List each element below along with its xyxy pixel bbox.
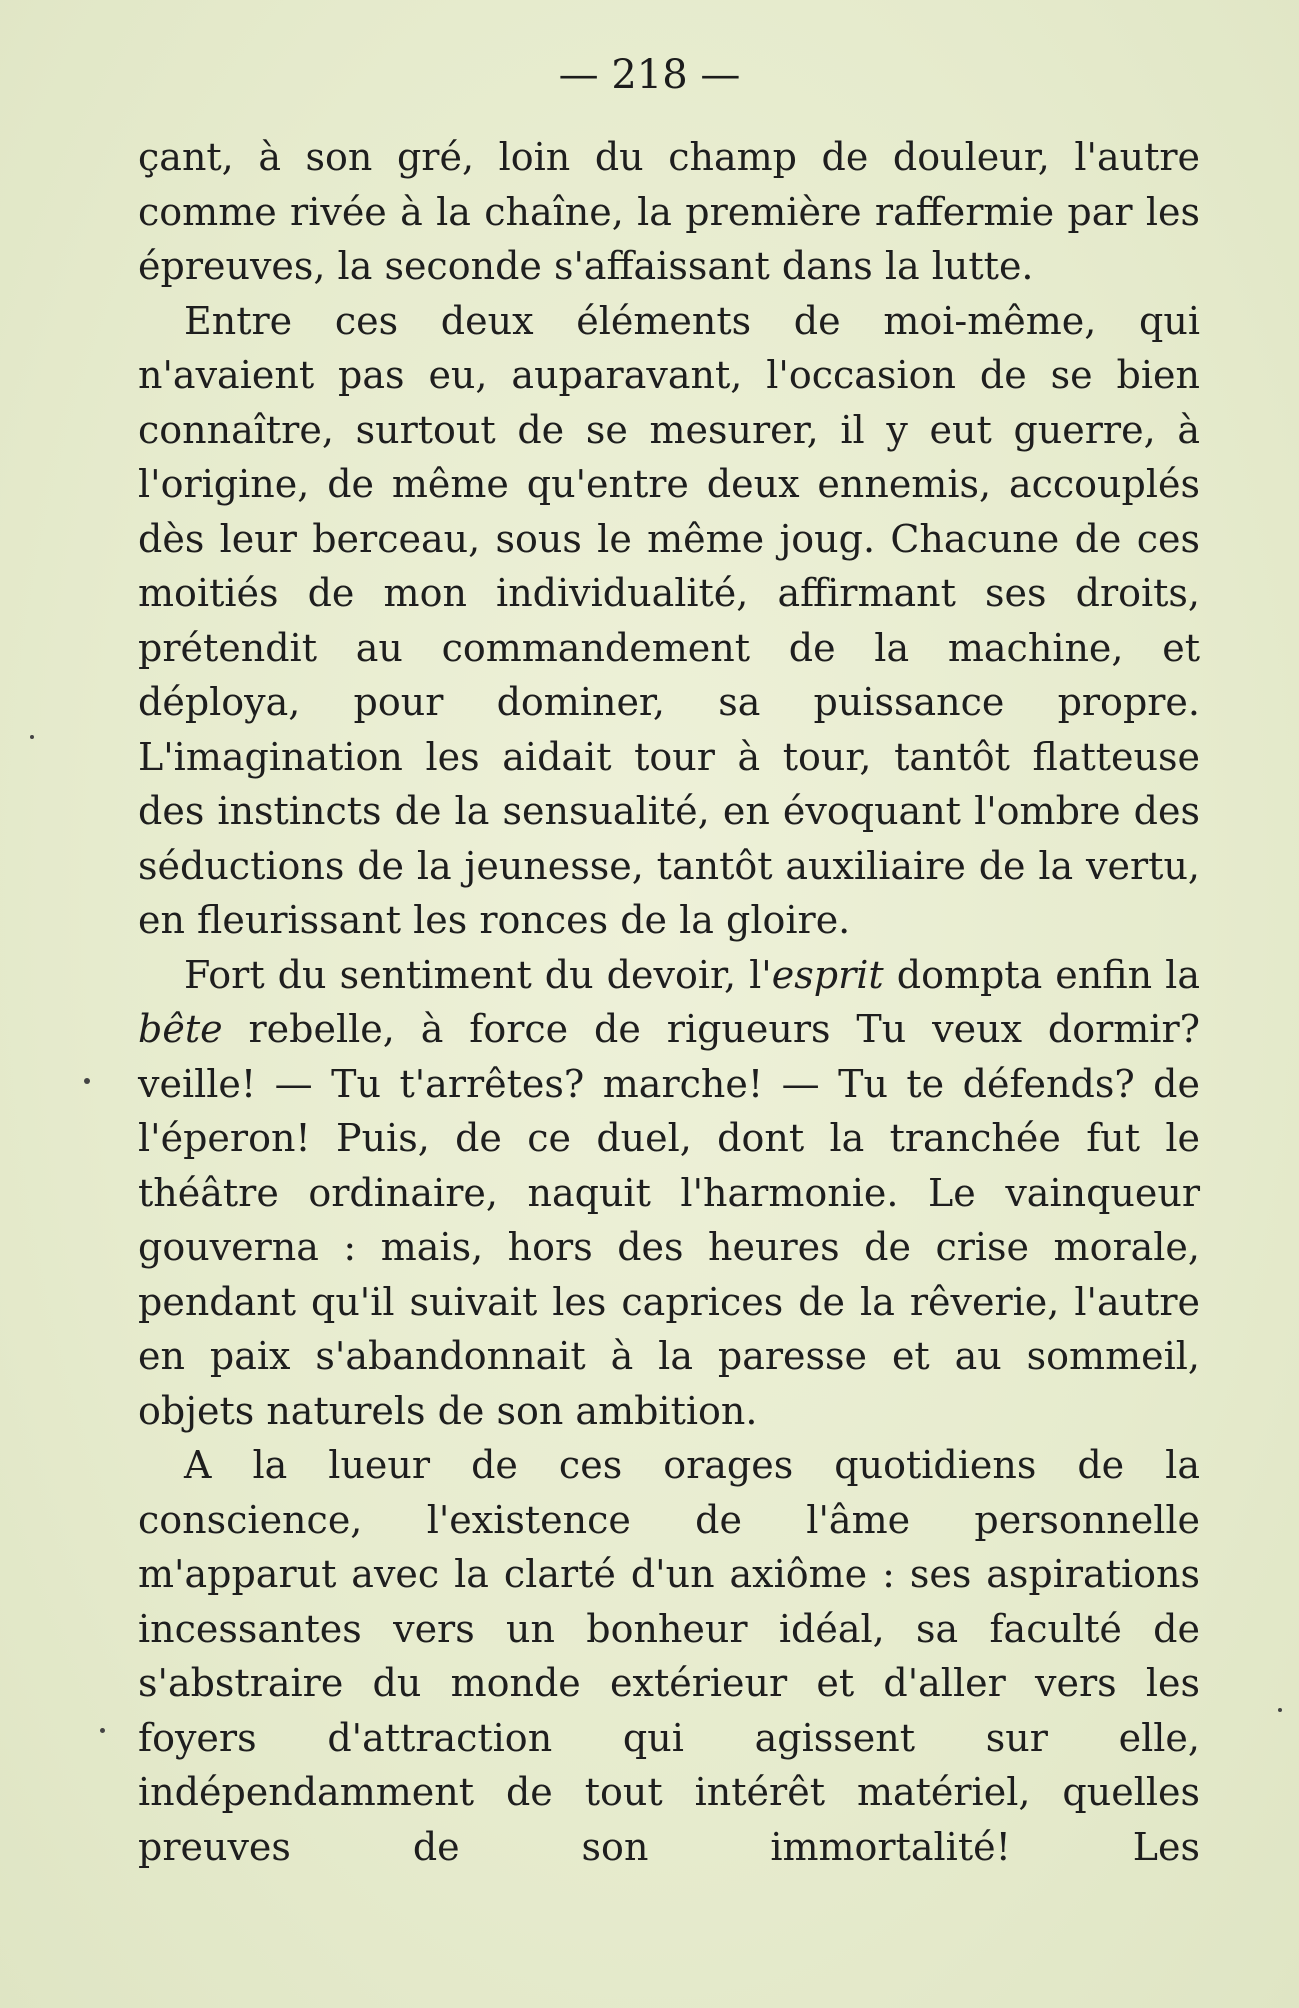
paragraph-2: Entre ces deux éléments de moi-même, qui n'avaient pas eu, auparavant, l'occasion de se bien connaître, surtout de se mesurer, il y eut guerre, à l'origine, de même qu'entre deux ennemis, accouplés dès leur berceau, sous le même joug. Chacune de ces moitiés de mon individualité, affirmant ses droits, prétendit au commandement de la machine, et déploya, pour dominer, sa puissance propre. L'imagination les aidait tour à tour, tantôt flatteuse des instincts de la sensualité, en évoquant l'ombre des séductions de la jeunesse, tantôt auxiliaire de la vertu, en fleurissant les ronces de la gloire. <box>138 298 1200 942</box>
paragraph-1: çant, à son gré, loin du champ de douleur, l'autre comme rivée à la chaîne, la première raffermie par les épreuves, la seconde s'affaissant dans la lutte. <box>138 135 1200 288</box>
paragraph-3 <box>138 948 1200 1439</box>
italic-word-esprit: esprit <box>771 952 884 997</box>
paragraph-3-part-c: rebelle, à force de rigueurs Tu veux dormir? veille! — Tu t'arrêtes? marche! — Tu te défends? de l'éperon! Puis, de ce duel, dont la tranchée fut le théâtre ordinaire, naquit l'harmonie. Le vainqueur gouverna : mais, hors des heures de crise morale, pendant qu'il suivait les caprices de la rêverie, l'autre en paix s'abandonnait à la paresse et au sommeil, objets naturels de son ambition. <box>138 1007 1200 1433</box>
body-text <box>138 130 1200 1874</box>
page-number: — 218 — <box>558 52 741 98</box>
margin-speck <box>84 1078 90 1084</box>
italic-word-bete: bête <box>138 1007 223 1051</box>
paragraph-3-part-a: Fort du sentiment du devoir, l' <box>184 952 772 997</box>
paragraph-4: A la lueur de ces orages quotidiens de la conscience, l'existence de l'âme personnelle m'apparut avec la clarté d'un axiôme : ses aspirations incessantes vers un bonheur idéal, sa faculté de s'abstraire du monde extérieur et d'aller vers les foyers d'attraction qui agissent sur elle, indépendamment de tout intérêt matériel, quelles preuves de son immortalité! Les <box>138 1443 1200 1869</box>
margin-speck <box>100 1728 105 1733</box>
margin-speck <box>1278 1708 1282 1712</box>
margin-speck <box>30 735 34 739</box>
paragraph-3-part-b: dompta enfin la <box>883 952 1200 997</box>
